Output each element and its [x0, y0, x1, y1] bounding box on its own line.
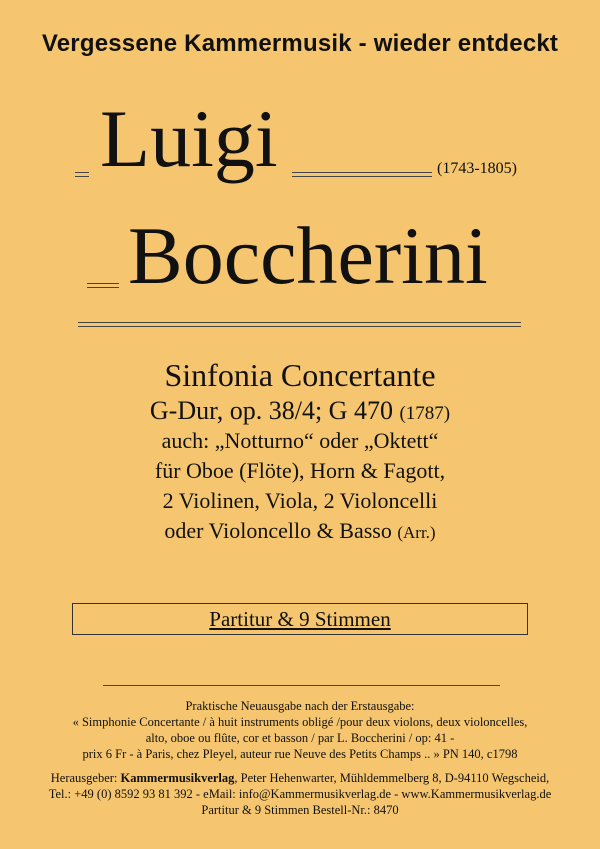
edition-label: Partitur & 9 Stimmen — [209, 607, 391, 631]
work-aka: auch: „Notturno“ oder „Oktett“ — [161, 428, 439, 453]
divider — [87, 283, 119, 288]
publisher-contact: Tel.: +49 (0) 8592 93 81 392 - eMail: info@Kammermusikverlag.de - www.Kammermusikverlag.de — [48, 787, 552, 801]
instrumentation-line-3 — [0, 518, 600, 544]
instrumentation-line-1: für Oboe (Flöte), Horn & Fagott, — [154, 458, 446, 483]
divider — [292, 172, 432, 177]
series-title: Vergessene Kammermusik - wieder entdeckt — [41, 30, 559, 57]
source-line-1: Praktische Neuausgabe nach der Erstausgabe: — [185, 699, 415, 713]
source-line-2: « Simphonie Concertante / à huit instruments obligé /pour deux violons, deux violoncelles, — [72, 715, 528, 729]
divider — [75, 172, 89, 177]
source-line-3: alto, oboe ou flûte, cor et basson / par L. Boccherini / op: 41 - — [145, 731, 455, 745]
key-opus-text: G-Dur, op. 38/4; G 470 — [149, 396, 393, 425]
work-title: Sinfonia Concertante — [164, 357, 436, 393]
work-key-opus — [0, 396, 600, 426]
separator-line — [103, 685, 500, 686]
publisher-address: , Peter Hehenwarter, Mühldemmelberg 8, D-94110 Wegscheid, — [234, 771, 550, 785]
edition-box — [72, 603, 528, 635]
publisher-line — [0, 771, 600, 786]
instrumentation-line-3-text: oder Violoncello & Basso — [164, 518, 392, 543]
arrangement-note: (Arr.) — [397, 523, 436, 542]
work-year: (1787) — [399, 403, 451, 424]
publisher-prefix: Herausgeber: — [50, 771, 121, 785]
composer-dates: (1743-1805) — [437, 160, 517, 177]
order-number: Partitur & 9 Stimmen Bestell-Nr.: 8470 — [201, 803, 399, 817]
instrumentation-line-2: 2 Violinen, Viola, 2 Violoncelli — [162, 488, 438, 513]
publisher-name: Kammermusikverlag — [120, 771, 235, 785]
composer-last-name: Boccherini — [128, 210, 488, 301]
composer-first-name: Luigi — [100, 93, 278, 184]
divider — [78, 322, 521, 327]
source-line-4: prix 6 Fr - à Paris, chez Pleyel, auteur rue Neuve des Petits Champs .. » PN 140, c1798 — [82, 747, 518, 761]
